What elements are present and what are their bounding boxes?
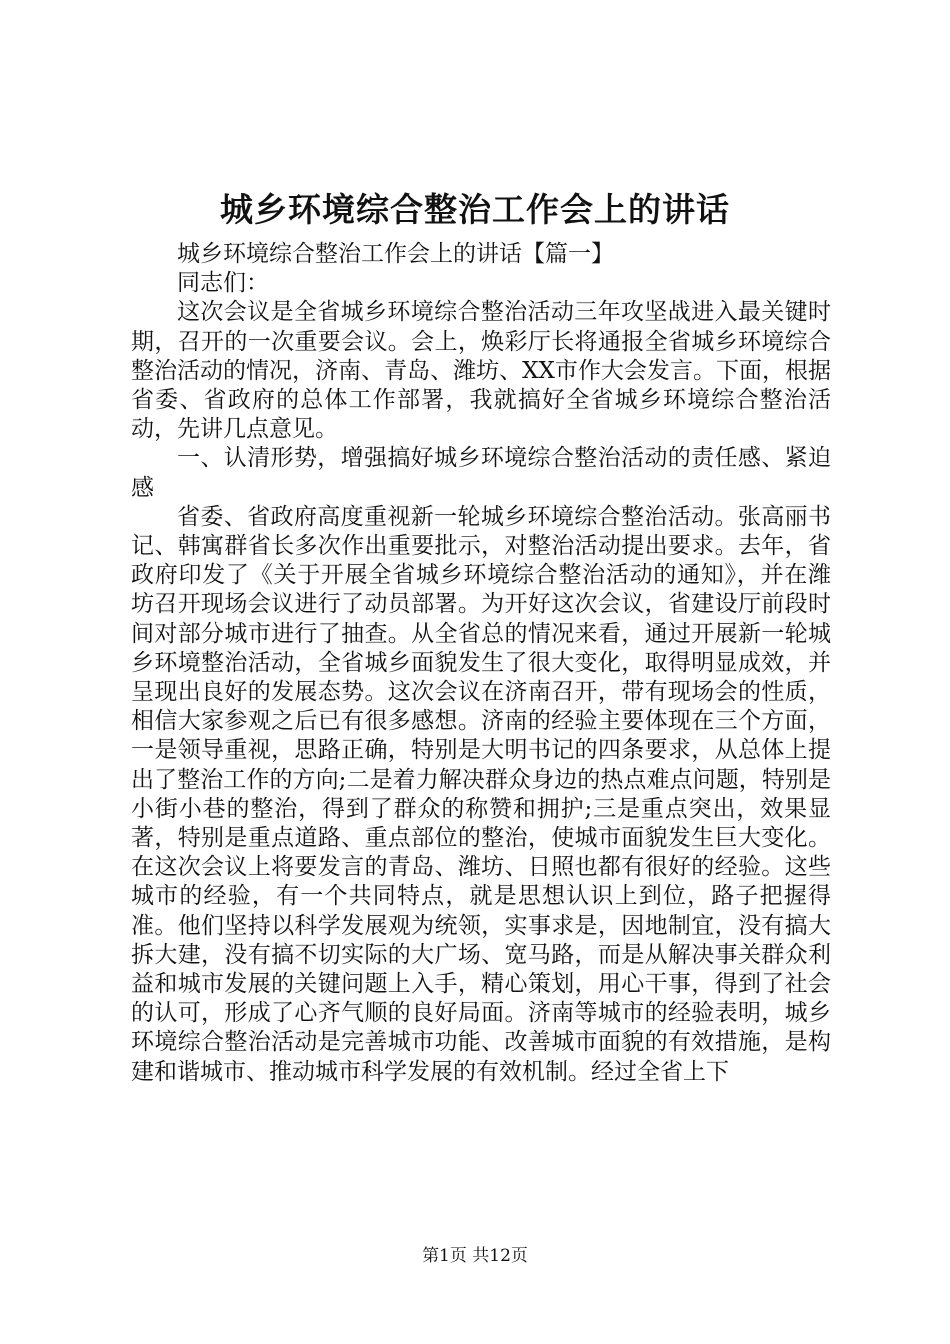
section-heading-part-one: 城乡环境综合整治工作会上的讲话【篇一】: [177, 241, 614, 267]
page-footer: [0, 1244, 950, 1268]
body-paragraph: 省委、省政府高度重视新一轮城乡环境综合整治活动。张高丽书记、韩寓群省长多次作出重要批示，对整治活动提出要求。去年，省政府印发了《关于开展全省城乡环境综合整治活动的通知》，并在潍坊召开现场会议进行了动员部署。为开好这次会议，省建设厅前段时间对部分城市进行了抽查。从全省总的情况来看，通过开展新一轮城乡环境整治活动，全省城乡面貌发生了很大变化，取得明显成效，并呈现出良好的发展态势。这次会议在济南召开，带有现场会的性质，相信大家参观之后已有很多感想。济南的经验主要体现在三个方面，一是领导重视，思路正确，特别是大明书记的四条要求，从总体上提出了整治工作的方向;二是着力解决群众身边的热点难点问题，特别是小街小巷的整治，得到了群众的称赞和拥护;三是重点突出，效果显著，特别是重点道路、重点部位的整治，使城市面貌发生巨大变化。在这次会议上将要发言的青岛、潍坊、日照也都有很好的经验。这些城市的经验，有一个共同特点，就是思想认识上到位，路子把握得准。他们坚持以科学发展观为统领，实事求是，因地制宜，没有搞大拆大建，没有搞不切实际的大广场、宽马路，而是从解决事关群众利益和城市发展的关键问题上入手，精心策划，用心干事，得到了社会的认可，形成了心齐气顺的良好局面。济南等城市的经验表明，城乡环境综合整治活动是完善城市功能、改善城市面貌的有效措施，是构建和谐城市、推动城市科学发展的有效机制。经过全省上下: [131, 503, 831, 1085]
section-heading: 一、认清形势，增强搞好城乡环境综合整治活动的责任感、紧迫感: [131, 445, 831, 501]
document-body: [131, 240, 831, 1087]
document-title: 城乡环境综合整治工作会上的讲话: [220, 190, 730, 229]
salutation: 同志们：: [177, 270, 269, 297]
page-number: 第1页 共12页: [422, 1246, 528, 1266]
body-paragraph: 这次会议是全省城乡环境综合整治活动三年攻坚战进入最关键时期，召开的一次重要会议。会上，焕彩厅长将通报全省城乡环境综合整治活动的情况，济南、青岛、潍坊、XX市作大会发言。下面，根据省委、省政府的总体工作部署，我就搞好全省城乡环境综合整治活动，先讲几点意见。: [131, 299, 831, 443]
